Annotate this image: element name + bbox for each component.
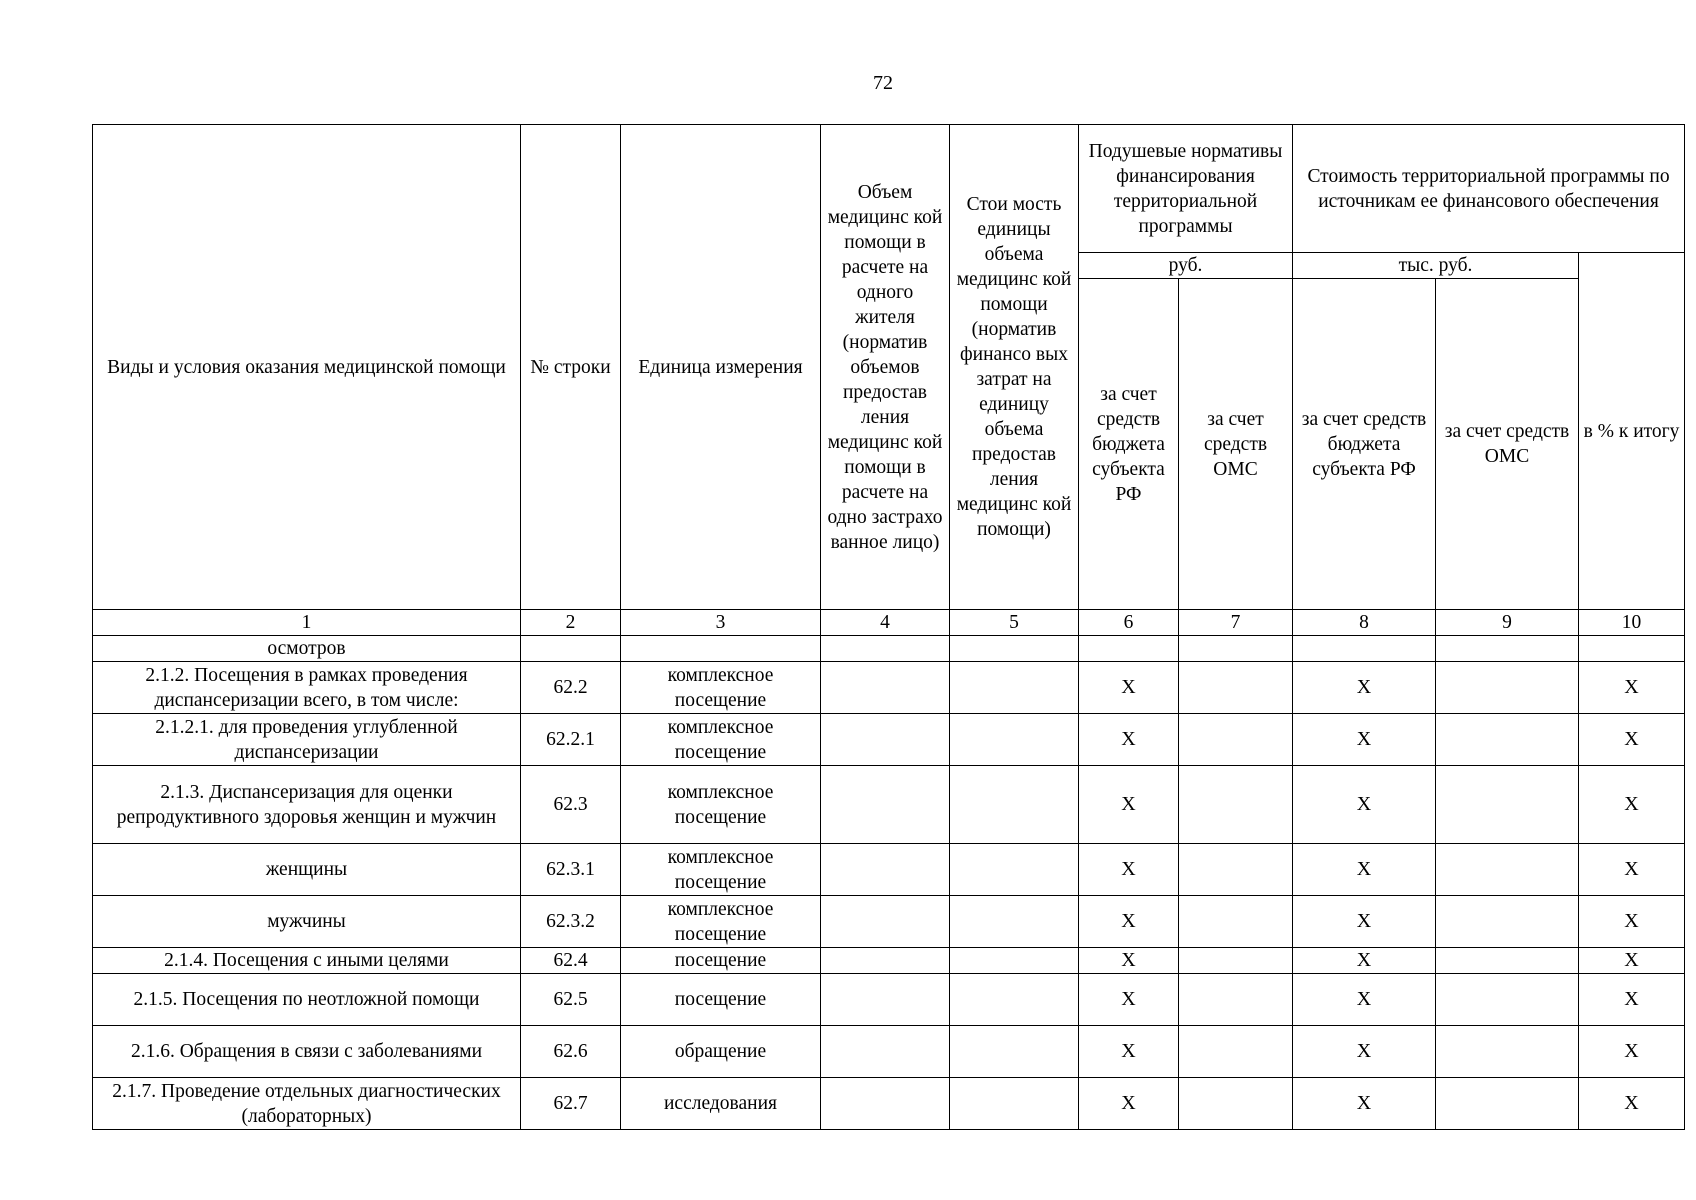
- header-row-number: № строки: [521, 125, 621, 610]
- unit-cost-cell: [950, 844, 1079, 896]
- column-number: 4: [821, 610, 950, 636]
- row-number-cell: 62.3: [521, 766, 621, 844]
- table-row: [93, 636, 1685, 662]
- column-number: 6: [1079, 610, 1179, 636]
- budget-per-capita-cell: X: [1079, 1078, 1179, 1130]
- budget-program-cell: [1293, 636, 1436, 662]
- volume-cell: [821, 636, 950, 662]
- table-row: [93, 974, 1685, 1026]
- unit-cell: посещение: [621, 974, 821, 1026]
- volume-cell: [821, 766, 950, 844]
- table-row: [93, 844, 1685, 896]
- volume-cell: [821, 714, 950, 766]
- care-type-cell: 2.1.6. Обращения в связи с заболеваниями: [93, 1026, 521, 1078]
- budget-program-cell: X: [1293, 896, 1436, 948]
- table-body: [93, 636, 1685, 1130]
- volume-cell: [821, 844, 950, 896]
- row-number-cell: 62.4: [521, 948, 621, 974]
- header-percent-total: в % к итогу: [1579, 253, 1685, 610]
- oms-program-cell: [1436, 844, 1579, 896]
- row-number-cell: 62.7: [521, 1078, 621, 1130]
- oms-per-capita-cell: [1179, 766, 1293, 844]
- percent-total-cell: X: [1579, 766, 1685, 844]
- care-type-cell: 2.1.2.1. для проведения углубленной диспансеризации: [93, 714, 521, 766]
- header-thous-rub: тыс. руб.: [1293, 253, 1579, 279]
- oms-program-cell: [1436, 766, 1579, 844]
- oms-program-cell: [1436, 1026, 1579, 1078]
- budget-program-cell: X: [1293, 948, 1436, 974]
- oms-per-capita-cell: [1179, 714, 1293, 766]
- unit-cell: комплексное посещение: [621, 662, 821, 714]
- percent-total-cell: X: [1579, 844, 1685, 896]
- volume-cell: [821, 1078, 950, 1130]
- table-row: [93, 1078, 1685, 1130]
- row-number-cell: 62.5: [521, 974, 621, 1026]
- percent-total-cell: X: [1579, 714, 1685, 766]
- unit-cell: исследования: [621, 1078, 821, 1130]
- unit-cost-cell: [950, 948, 1079, 974]
- unit-cost-cell: [950, 662, 1079, 714]
- care-type-cell: 2.1.4. Посещения с иными целями: [93, 948, 521, 974]
- row-number-cell: 62.3.1: [521, 844, 621, 896]
- column-number: 2: [521, 610, 621, 636]
- percent-total-cell: X: [1579, 896, 1685, 948]
- budget-per-capita-cell: X: [1079, 714, 1179, 766]
- row-number-cell: 62.2: [521, 662, 621, 714]
- budget-program-cell: X: [1293, 714, 1436, 766]
- unit-cell: обращение: [621, 1026, 821, 1078]
- unit-cost-cell: [950, 1078, 1079, 1130]
- header-rub: руб.: [1079, 253, 1293, 279]
- care-type-cell: 2.1.3. Диспансеризация для оценки репродуктивного здоровья женщин и мужчин: [93, 766, 521, 844]
- oms-per-capita-cell: [1179, 1026, 1293, 1078]
- unit-cost-cell: [950, 714, 1079, 766]
- table-row: [93, 896, 1685, 948]
- oms-per-capita-cell: [1179, 662, 1293, 714]
- oms-program-cell: [1436, 948, 1579, 974]
- percent-total-cell: X: [1579, 662, 1685, 714]
- header-unit: Единица измерения: [621, 125, 821, 610]
- unit-cost-cell: [950, 766, 1079, 844]
- oms-program-cell: [1436, 896, 1579, 948]
- header-budget-per-capita: за счет средств бюджета субъекта РФ: [1079, 279, 1179, 610]
- column-number: 8: [1293, 610, 1436, 636]
- budget-per-capita-cell: X: [1079, 948, 1179, 974]
- header-oms-program: за счет средств ОМС: [1436, 279, 1579, 610]
- header-types: Виды и условия оказания медицинской помощи: [93, 125, 521, 610]
- header-budget-program: за счет средств бюджета субъекта РФ: [1293, 279, 1436, 610]
- unit-cell: посещение: [621, 948, 821, 974]
- budget-program-cell: X: [1293, 766, 1436, 844]
- unit-cell: комплексное посещение: [621, 844, 821, 896]
- unit-cost-cell: [950, 636, 1079, 662]
- budget-program-cell: X: [1293, 662, 1436, 714]
- oms-program-cell: [1436, 974, 1579, 1026]
- medical-care-cost-table: [92, 124, 1685, 1130]
- unit-cost-cell: [950, 1026, 1079, 1078]
- care-type-cell: женщины: [93, 844, 521, 896]
- header-volume: Объем медицинс кой помощи в расчете на одного жителя (норматив объемов предостав ления медицинс кой помощи в расчете на одно застрахо ванное лицо): [821, 125, 950, 610]
- header-program-cost: Стоимость территориальной программы по источникам ее финансового обеспечения: [1293, 125, 1685, 253]
- oms-per-capita-cell: [1179, 948, 1293, 974]
- unit-cost-cell: [950, 896, 1079, 948]
- header-unit-cost: Стои мость единицы объема медицинс кой помощи (норматив финансо вых затрат на единицу объема предостав ления медицинс кой помощи): [950, 125, 1079, 610]
- column-number: 7: [1179, 610, 1293, 636]
- column-number: 1: [93, 610, 521, 636]
- header-per-capita: Подушевые нормативы финансирования территориальной программы: [1079, 125, 1293, 253]
- budget-per-capita-cell: X: [1079, 1026, 1179, 1078]
- budget-per-capita-cell: X: [1079, 766, 1179, 844]
- volume-cell: [821, 1026, 950, 1078]
- unit-cost-cell: [950, 974, 1079, 1026]
- percent-total-cell: X: [1579, 948, 1685, 974]
- oms-program-cell: [1436, 662, 1579, 714]
- oms-program-cell: [1436, 714, 1579, 766]
- unit-cell: [621, 636, 821, 662]
- volume-cell: [821, 662, 950, 714]
- column-number: 9: [1436, 610, 1579, 636]
- volume-cell: [821, 948, 950, 974]
- budget-per-capita-cell: X: [1079, 974, 1179, 1026]
- table-header: [93, 125, 1685, 636]
- budget-program-cell: X: [1293, 974, 1436, 1026]
- unit-cell: комплексное посещение: [621, 714, 821, 766]
- oms-program-cell: [1436, 636, 1579, 662]
- oms-per-capita-cell: [1179, 974, 1293, 1026]
- row-number-cell: 62.3.2: [521, 896, 621, 948]
- percent-total-cell: [1579, 636, 1685, 662]
- table-row: [93, 714, 1685, 766]
- oms-per-capita-cell: [1179, 636, 1293, 662]
- column-number: 10: [1579, 610, 1685, 636]
- row-number-cell: 62.2.1: [521, 714, 621, 766]
- percent-total-cell: X: [1579, 974, 1685, 1026]
- volume-cell: [821, 896, 950, 948]
- oms-per-capita-cell: [1179, 1078, 1293, 1130]
- budget-per-capita-cell: X: [1079, 896, 1179, 948]
- percent-total-cell: X: [1579, 1026, 1685, 1078]
- care-type-cell: мужчины: [93, 896, 521, 948]
- table-row: [93, 948, 1685, 974]
- care-type-cell: 2.1.7. Проведение отдельных диагностических (лабораторных): [93, 1078, 521, 1130]
- oms-per-capita-cell: [1179, 844, 1293, 896]
- budget-per-capita-cell: X: [1079, 662, 1179, 714]
- unit-cell: комплексное посещение: [621, 896, 821, 948]
- row-number-cell: 62.6: [521, 1026, 621, 1078]
- table-row: [93, 1026, 1685, 1078]
- table-row: [93, 662, 1685, 714]
- column-number: 3: [621, 610, 821, 636]
- care-type-cell: 2.1.2. Посещения в рамках проведения диспансеризации всего, в том числе:: [93, 662, 521, 714]
- unit-cell: комплексное посещение: [621, 766, 821, 844]
- page-number: 72: [873, 72, 893, 94]
- volume-cell: [821, 974, 950, 1026]
- table-row: [93, 766, 1685, 844]
- budget-program-cell: X: [1293, 1078, 1436, 1130]
- care-type-cell: осмотров: [93, 636, 521, 662]
- oms-program-cell: [1436, 1078, 1579, 1130]
- row-number-cell: [521, 636, 621, 662]
- oms-per-capita-cell: [1179, 896, 1293, 948]
- column-number: 5: [950, 610, 1079, 636]
- care-type-cell: 2.1.5. Посещения по неотложной помощи: [93, 974, 521, 1026]
- budget-per-capita-cell: [1079, 636, 1179, 662]
- column-number-row: [93, 610, 1685, 636]
- budget-program-cell: X: [1293, 1026, 1436, 1078]
- budget-program-cell: X: [1293, 844, 1436, 896]
- header-oms-per-capita: за счет средств ОМС: [1179, 279, 1293, 610]
- budget-per-capita-cell: X: [1079, 844, 1179, 896]
- percent-total-cell: X: [1579, 1078, 1685, 1130]
